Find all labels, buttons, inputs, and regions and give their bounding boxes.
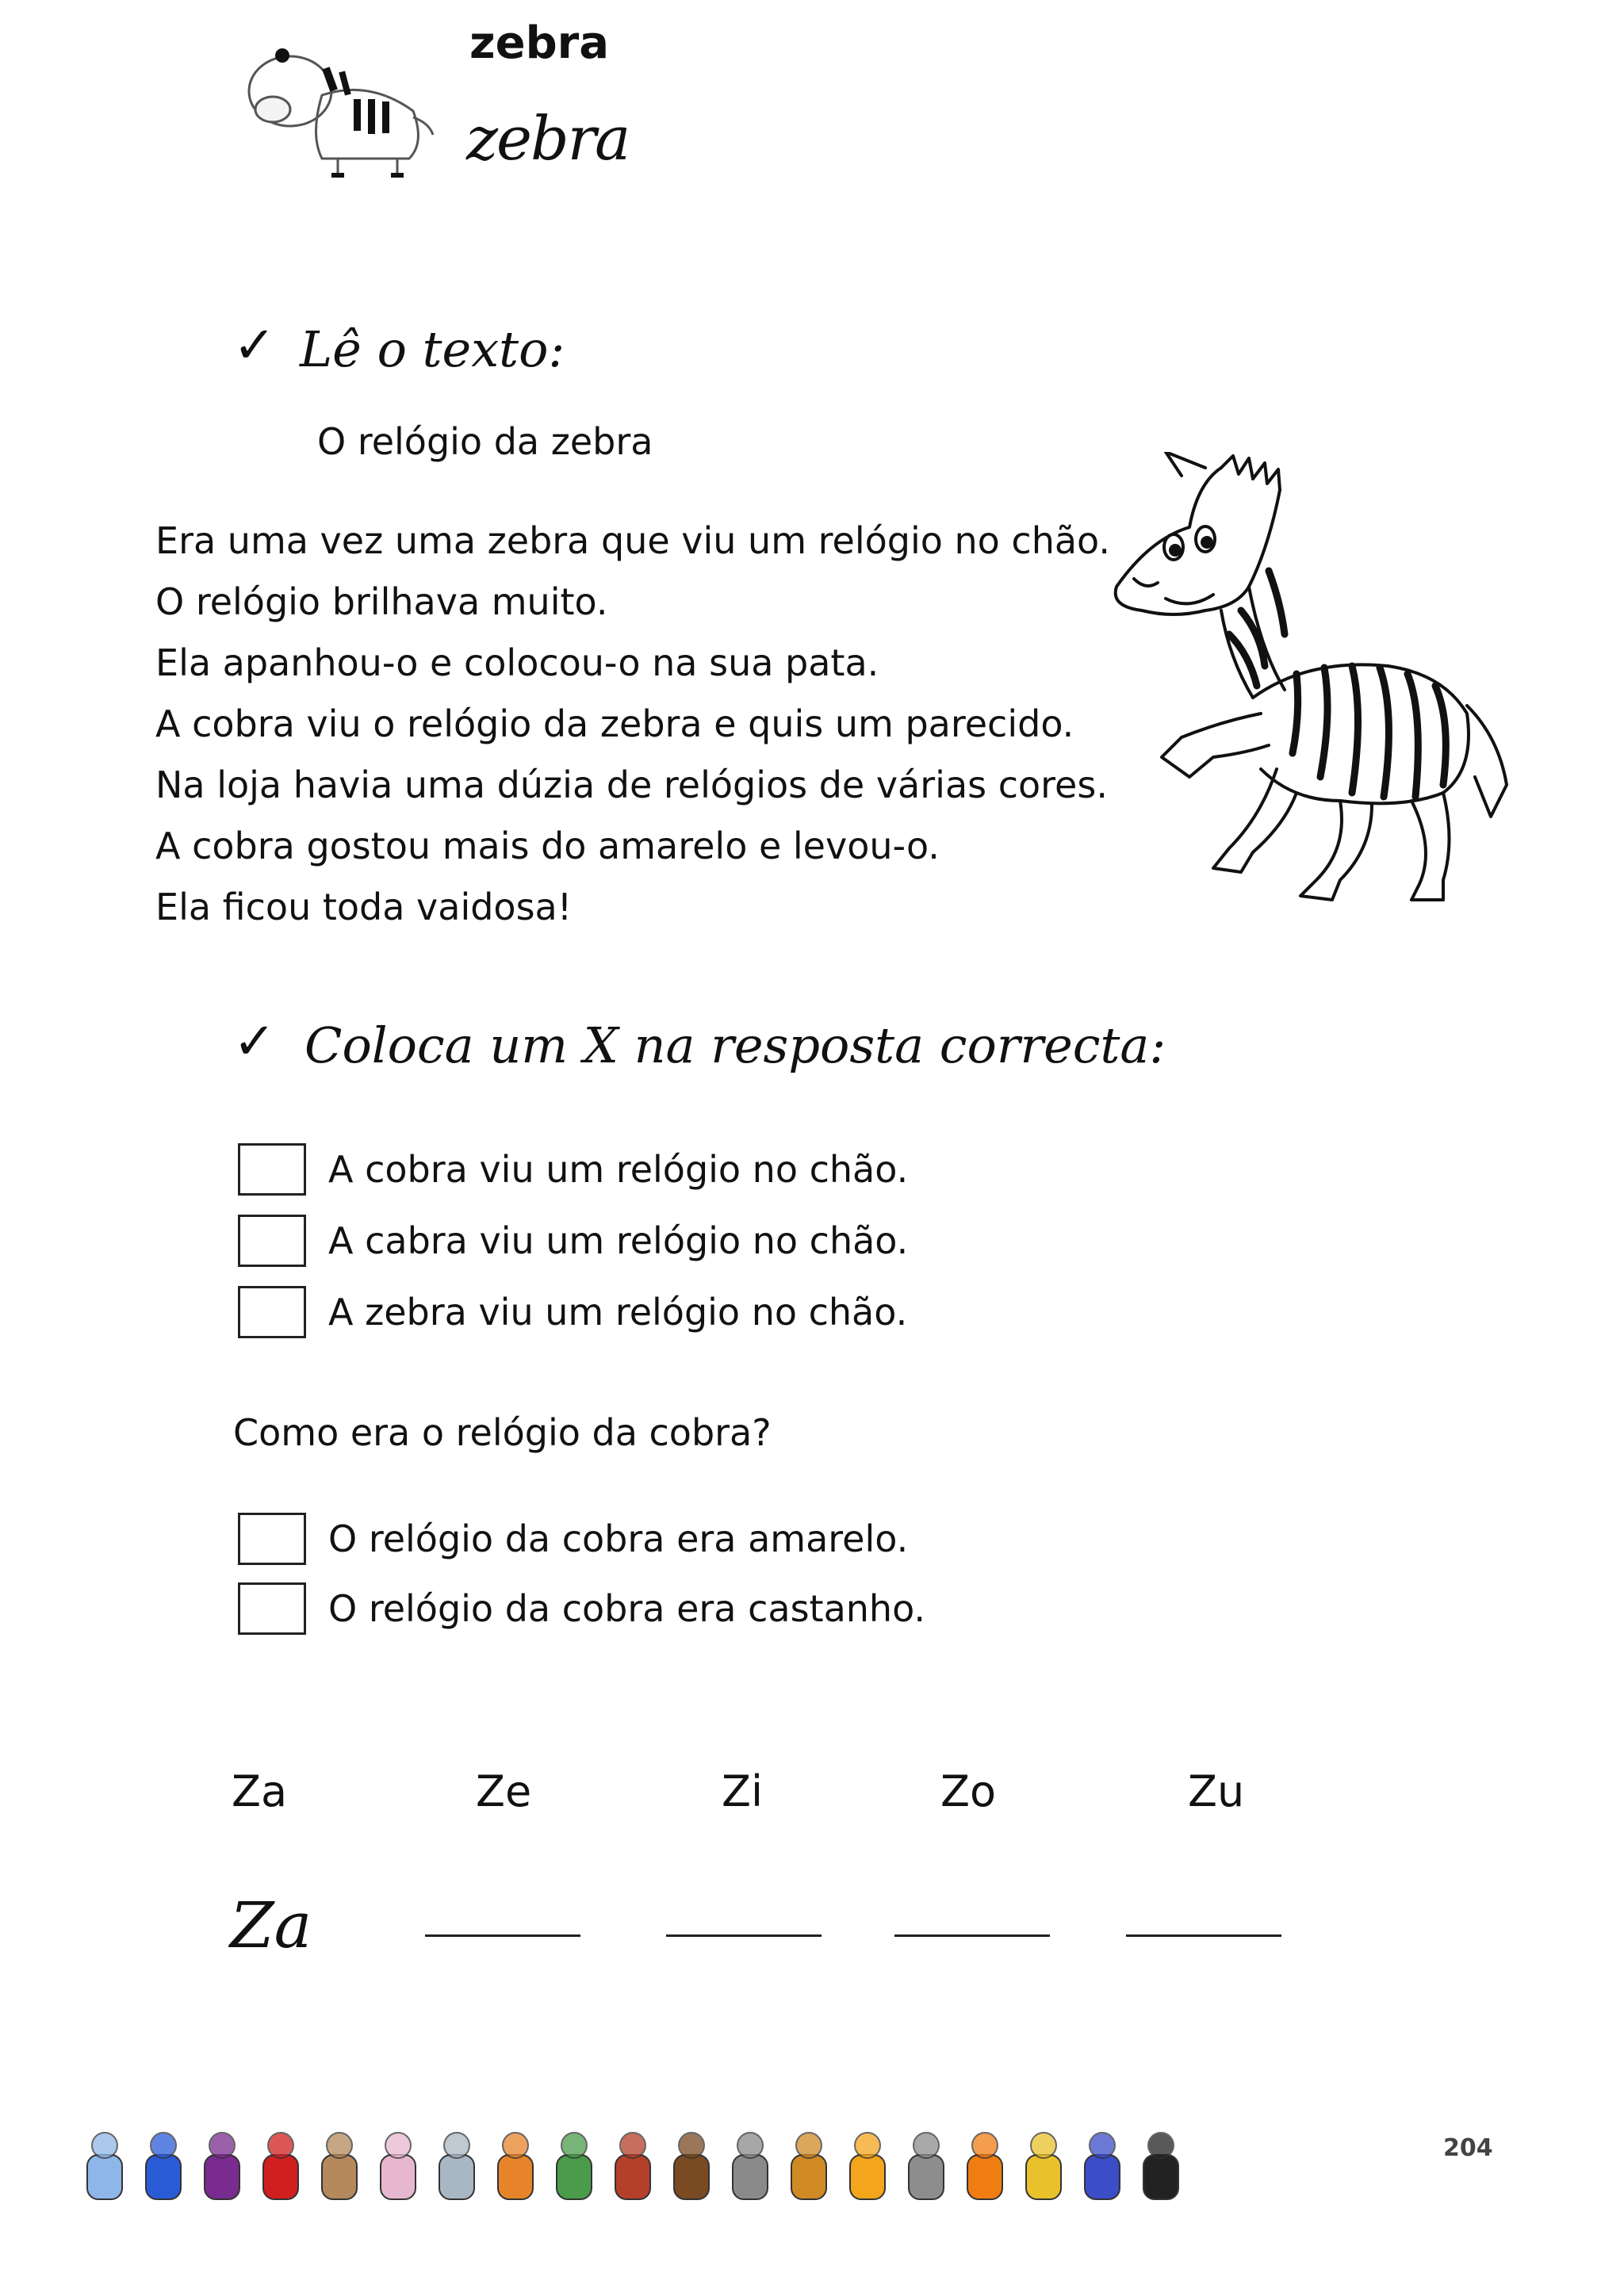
answer-option-label: A zebra viu um relógio no chão. bbox=[328, 1291, 908, 1334]
clown-icon bbox=[1077, 2123, 1128, 2202]
boot-icon bbox=[314, 2123, 365, 2202]
grapes-icon bbox=[197, 2123, 247, 2202]
ladder-icon bbox=[666, 2123, 717, 2202]
hen-icon bbox=[783, 2123, 834, 2202]
answer-checkbox[interactable] bbox=[238, 1582, 306, 1635]
read-text-heading: Lê o texto: bbox=[300, 320, 565, 378]
key-icon bbox=[725, 2123, 776, 2202]
story-line: Ela apanhou-o e colocou-o na sua pata. bbox=[155, 641, 879, 684]
mark-answer-heading: Coloca um X na resposta correcta: bbox=[304, 1016, 1166, 1074]
writing-blank[interactable] bbox=[894, 1934, 1050, 1937]
brick-wall-icon bbox=[607, 2123, 658, 2202]
answer-option[interactable] bbox=[238, 1143, 908, 1196]
story-line: Na loja havia uma dúzia de relógios de várias cores. bbox=[155, 763, 1108, 806]
story-line: A cobra viu o relógio da zebra e quis um parecido. bbox=[155, 702, 1074, 745]
answer-option[interactable] bbox=[238, 1215, 908, 1267]
story-text bbox=[155, 511, 1110, 938]
syllable-print: Ze bbox=[476, 1766, 532, 1816]
syllable-script-example: Za bbox=[230, 1888, 312, 1962]
writing-blank[interactable] bbox=[666, 1934, 822, 1937]
answer-option-label: O relógio da cobra era amarelo. bbox=[328, 1517, 909, 1560]
red-shoe-icon bbox=[255, 2123, 306, 2202]
carrot-icon bbox=[959, 2123, 1010, 2202]
zebra-icon bbox=[1136, 2123, 1186, 2202]
answer-option[interactable] bbox=[238, 1513, 908, 1565]
zebra-header-icon bbox=[235, 24, 449, 182]
fan-icon bbox=[431, 2123, 482, 2202]
check-mark-icon: ✓ bbox=[233, 1012, 276, 1071]
syllable-print: Zo bbox=[940, 1766, 997, 1816]
story-line: O relógio brilhava muito. bbox=[155, 580, 608, 623]
syllable-print: Za bbox=[232, 1766, 288, 1816]
question-text: Como era o relógio da cobra? bbox=[233, 1411, 772, 1454]
zebra-illustration bbox=[1102, 452, 1522, 912]
boy-icon bbox=[138, 2123, 189, 2202]
fried-egg-icon bbox=[842, 2123, 893, 2202]
answer-option[interactable] bbox=[238, 1286, 907, 1338]
title-word-print: zebra bbox=[469, 17, 610, 69]
answer-checkbox[interactable] bbox=[238, 1143, 306, 1196]
answer-option-label: A cabra viu um relógio no chão. bbox=[328, 1219, 909, 1262]
story-line: Era uma vez uma zebra que viu um relógio no chão. bbox=[155, 519, 1111, 562]
answer-checkbox[interactable] bbox=[238, 1286, 306, 1338]
syllable-print: Zi bbox=[722, 1766, 763, 1816]
page-number: 204 bbox=[1443, 2134, 1493, 2162]
mouse-icon bbox=[901, 2123, 952, 2202]
writing-blank[interactable] bbox=[1126, 1934, 1281, 1937]
house-icon bbox=[490, 2123, 541, 2202]
story-title: O relógio da zebra bbox=[317, 420, 653, 463]
window-icon bbox=[549, 2123, 599, 2202]
answer-checkbox[interactable] bbox=[238, 1215, 306, 1267]
story-line: Ela ficou toda vaidosa! bbox=[155, 886, 573, 928]
answer-checkbox[interactable] bbox=[238, 1513, 306, 1565]
writing-blank[interactable] bbox=[425, 1934, 580, 1937]
answer-option[interactable] bbox=[238, 1582, 925, 1635]
answer-option-label: A cobra viu um relógio no chão. bbox=[328, 1148, 909, 1191]
alphabet-picture-strip bbox=[79, 2099, 1459, 2202]
answer-option-label: O relógio da cobra era castanho. bbox=[328, 1587, 926, 1630]
syllable-print: Zu bbox=[1188, 1766, 1245, 1816]
girl-doll-icon bbox=[79, 2123, 130, 2202]
title-word-script: zebra bbox=[466, 103, 630, 174]
children-icon bbox=[373, 2123, 423, 2202]
check-mark-icon: ✓ bbox=[233, 316, 276, 375]
story-line: A cobra gostou mais do amarelo e levou-o. bbox=[155, 825, 940, 867]
giraffe-icon bbox=[1018, 2123, 1069, 2202]
